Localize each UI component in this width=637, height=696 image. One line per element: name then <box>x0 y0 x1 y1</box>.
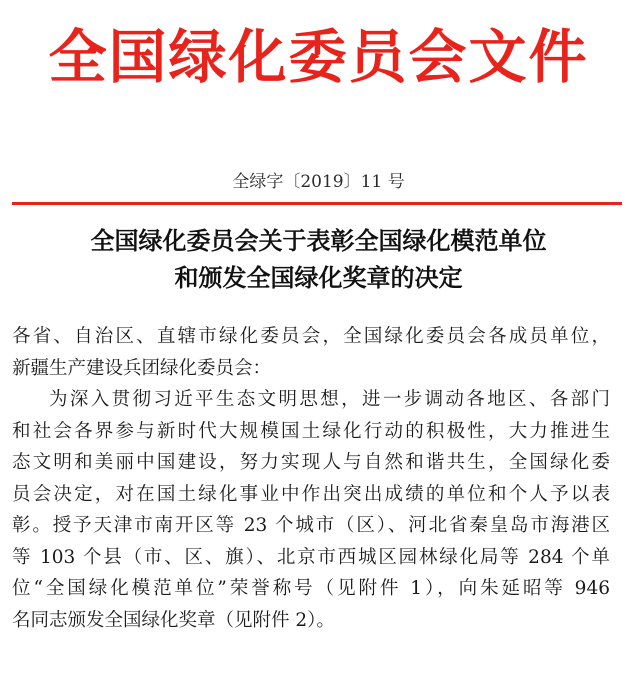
paragraph-line: 为深入贯彻习近平生态文明思想，进一步调动各地区、各部门 <box>49 389 610 410</box>
paragraph-line: 态文明和美丽中国建设，努力实现人与自然和谐共生，全国绿化委 <box>12 452 610 473</box>
document-title-line-2: 和颁发全国绿化奖章的决定 <box>174 264 463 292</box>
document-body <box>12 321 610 636</box>
document-title-line-1: 全国绿化委员会关于表彰全国绿化模范单位 <box>90 227 547 255</box>
paragraph-line: 彰。授予天津市南开区等 23 个城市（区）、河北省秦皇岛市海港区 <box>12 515 610 536</box>
document-number: 全绿字〔2019〕11 号 <box>232 172 405 192</box>
paragraph-line: 和社会各界参与新时代大规模国土绿化行动的积极性，大力推进生 <box>12 420 610 442</box>
red-divider-line <box>12 202 622 205</box>
paragraph-line: 等 103 个县（市、区、旗）、北京市西城区园林绿化局等 284 个单 <box>12 546 610 568</box>
addressee-line-2: 新疆生产建设兵团绿化委员会： <box>12 357 272 379</box>
paragraph-line: 员会决定，对在国土绿化事业中作出突出成绩的单位和个人予以表 <box>12 483 610 505</box>
paragraph-line: 位“全国绿化模范单位”荣誉称号（见附件 1），向朱延昭等 946 <box>12 578 610 599</box>
masthead-title: 全国绿化委员会文件 <box>48 23 589 91</box>
addressee-line-1: 各省、自治区、直辖市绿化委员会，全国绿化委员会各成员单位， <box>12 326 610 347</box>
paragraph-line: 名同志颁发全国绿化奖章（见附件 2）。 <box>12 609 335 631</box>
